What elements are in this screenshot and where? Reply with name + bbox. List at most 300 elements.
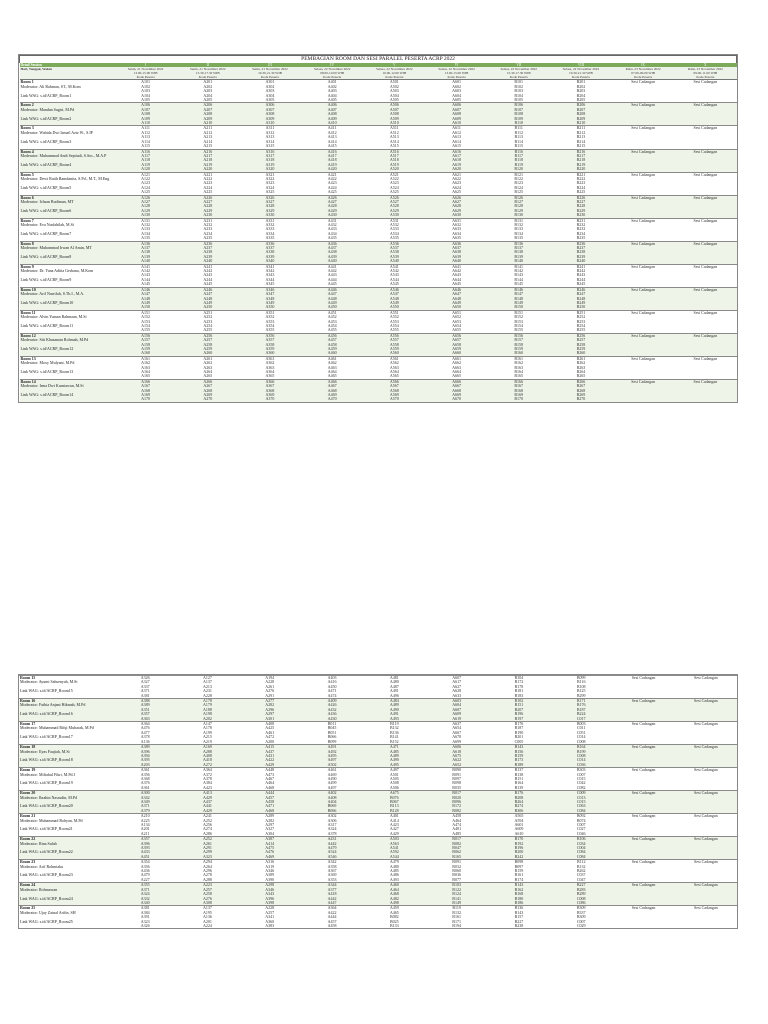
participant-code: A532 bbox=[389, 222, 399, 227]
participant-code: A456 bbox=[327, 333, 337, 338]
room-wag-link[interactable]: Link WAG: s.id/ACRP_Room23 bbox=[20, 872, 73, 878]
participant-code: A409 bbox=[327, 698, 337, 704]
participant-code: A227 bbox=[203, 198, 213, 204]
session-code-label: Kode Peserta bbox=[260, 75, 279, 80]
participant-code: A491 bbox=[389, 688, 399, 694]
participant-code: A501 bbox=[389, 79, 399, 85]
session-codes bbox=[239, 837, 301, 860]
participant-code: A649 bbox=[452, 299, 461, 305]
session-datetime bbox=[115, 67, 177, 80]
room-wag-link[interactable]: Link WAG: s.id/ACRP_Room18 bbox=[20, 757, 73, 763]
room-wag-link[interactable]: Link WAG: s.id/ACRP_Room20 bbox=[20, 803, 73, 809]
participant-code: B237 bbox=[576, 245, 586, 251]
participant-code: A320 bbox=[265, 166, 275, 172]
session-codes bbox=[177, 310, 239, 333]
participant-code: A390 bbox=[265, 876, 275, 882]
participant-code: A342 bbox=[265, 268, 275, 274]
room-name: Room 14 bbox=[20, 379, 36, 384]
session-codes bbox=[363, 814, 425, 837]
participant-code: B098 bbox=[452, 780, 461, 786]
room-row bbox=[20, 103, 737, 126]
participant-code: B199 bbox=[576, 748, 586, 754]
participant-code: A422 bbox=[265, 757, 275, 763]
session-code-label: Kode Peserta bbox=[136, 75, 155, 80]
session-codes bbox=[425, 768, 487, 791]
participant-code: B228 bbox=[576, 203, 586, 209]
participant-code: B234 bbox=[576, 230, 586, 236]
room-wag-link[interactable]: Link WAG: s.id/ACRP_Room22 bbox=[20, 849, 73, 855]
participant-code: B132 bbox=[514, 222, 524, 227]
reserve-session-note: Sesi Cadangan bbox=[693, 310, 718, 315]
participant-code: A155 bbox=[141, 327, 151, 333]
participant-code: A464 bbox=[265, 780, 275, 786]
participant-code: A505 bbox=[389, 97, 399, 103]
participant-code: A497 bbox=[327, 757, 337, 763]
participant-code: A465 bbox=[389, 909, 399, 915]
session-codes bbox=[425, 745, 487, 768]
participant-code: B129 bbox=[514, 207, 524, 213]
participant-code: A226 bbox=[203, 195, 213, 200]
participant-code: A364 bbox=[203, 767, 212, 773]
participant-code: A301 bbox=[265, 715, 275, 721]
participant-code: B231 bbox=[576, 218, 586, 223]
participant-code: A658 bbox=[452, 341, 461, 347]
participant-code: A324 bbox=[265, 184, 275, 190]
session-date: Selasa, 22 November 2022 bbox=[438, 67, 475, 72]
participant-code: A408 bbox=[203, 752, 212, 758]
participant-code: A520 bbox=[389, 166, 399, 172]
participant-code: B145 bbox=[514, 281, 524, 287]
participant-code: A145 bbox=[141, 281, 151, 287]
participant-code: A621 bbox=[452, 172, 461, 177]
participant-code: B263 bbox=[576, 364, 586, 370]
participant-code: C013 bbox=[576, 794, 586, 800]
participant-code: C051 bbox=[576, 729, 586, 735]
participant-code: A510 bbox=[389, 120, 399, 126]
participant-code: A562 bbox=[389, 360, 399, 366]
participant-code: A419 bbox=[327, 161, 337, 167]
participant-code: A637 bbox=[452, 721, 462, 727]
room-wag-link[interactable]: Link WAG: s.id/ACRP_Room17 bbox=[20, 734, 73, 740]
room-name: Room 7 bbox=[20, 218, 34, 223]
session-codes bbox=[363, 333, 425, 356]
session-codes bbox=[177, 287, 239, 310]
session-code-label: Kode Peserta bbox=[198, 75, 217, 80]
participant-code: B230 bbox=[576, 212, 586, 218]
session-codes bbox=[550, 676, 612, 699]
participant-code: A427 bbox=[389, 826, 399, 832]
participant-code: A443 bbox=[327, 272, 337, 278]
participant-code: B103 bbox=[452, 882, 461, 888]
participant-code: A129 bbox=[141, 207, 151, 213]
participant-code: A467 bbox=[327, 383, 337, 389]
participant-code: B194 bbox=[452, 922, 461, 928]
participant-code: A555 bbox=[389, 327, 399, 333]
session-codes bbox=[550, 103, 612, 126]
participant-code: B309 bbox=[576, 905, 586, 911]
room-wag-link[interactable]: Link WAG: s.id/ACRP_Room19 bbox=[20, 780, 73, 786]
participant-code: A424 bbox=[327, 184, 337, 190]
participant-code: A114 bbox=[141, 138, 150, 144]
room-wag-link[interactable]: Link WAG: s.id/ACRP_Room21 bbox=[20, 826, 73, 832]
participant-code: B112 bbox=[514, 129, 523, 135]
participant-code: A112 bbox=[141, 129, 150, 135]
room-moderator: Moderator: Ichsan Budiman, MT bbox=[20, 198, 74, 204]
room-info bbox=[20, 241, 115, 264]
participant-code: A408 bbox=[265, 721, 275, 727]
room-name: Room 13 bbox=[20, 356, 36, 361]
participant-code: A501 bbox=[389, 771, 399, 777]
room-info bbox=[19, 768, 114, 791]
reserve-session-note: Sesi Cadangan bbox=[631, 675, 656, 680]
room-info bbox=[20, 195, 115, 218]
session-codes bbox=[239, 906, 301, 929]
participant-code: A668 bbox=[452, 387, 461, 393]
participant-code: A620 bbox=[452, 166, 461, 172]
participant-code: A405 bbox=[327, 97, 337, 103]
participant-code: C046 bbox=[576, 830, 586, 836]
participant-code: B183 bbox=[514, 692, 524, 698]
participant-code: B062 bbox=[452, 849, 461, 855]
participant-code: B238 bbox=[514, 922, 524, 928]
participant-code: A663 bbox=[452, 364, 461, 370]
session-codes bbox=[114, 814, 176, 837]
participant-code: A124 bbox=[141, 184, 151, 190]
participant-code: A340 bbox=[140, 899, 150, 905]
participant-code: B138 bbox=[514, 771, 524, 777]
participant-code: A372 bbox=[203, 771, 212, 777]
session-codes bbox=[301, 241, 363, 264]
participant-code: A265 bbox=[203, 373, 213, 379]
participant-code: A326 bbox=[265, 195, 275, 200]
participant-code: A495 bbox=[389, 761, 399, 767]
participant-code: A489 bbox=[389, 702, 399, 708]
participant-code: A355 bbox=[265, 327, 275, 333]
participant-code: B189 bbox=[514, 761, 524, 767]
participant-code: A450 bbox=[327, 304, 337, 310]
session-codes bbox=[239, 264, 301, 287]
participant-code: B101 bbox=[514, 79, 524, 85]
room-wag-link[interactable]: Link WAG: s.id/ACRP_Room6 bbox=[20, 207, 72, 213]
session-codes bbox=[363, 676, 425, 699]
session-codes bbox=[239, 333, 301, 356]
participant-code: B266 bbox=[576, 379, 586, 384]
participant-code: A559 bbox=[389, 345, 399, 351]
room-moderator: Moderator: Ayumi Sahsenyah, M.Si bbox=[20, 679, 78, 685]
room-wag-link[interactable]: Link WAG: s.id/ACRP_Room11 bbox=[20, 322, 74, 328]
participant-code: A331 bbox=[265, 218, 275, 223]
participant-code: A242 bbox=[203, 268, 213, 274]
room-wag-link[interactable]: Link WAG: s.id/ACRP_Room16 bbox=[20, 711, 73, 717]
session-codes bbox=[239, 287, 301, 310]
participant-code: A297 bbox=[265, 711, 275, 717]
participant-code: A542 bbox=[389, 268, 399, 274]
session-codes bbox=[115, 333, 177, 356]
participant-code: A258 bbox=[203, 891, 212, 897]
participant-code: A464 bbox=[452, 817, 462, 823]
room-info bbox=[20, 379, 115, 402]
participant-code: A225 bbox=[203, 189, 213, 195]
participant-code: A152 bbox=[141, 314, 151, 320]
participant-code: B066 bbox=[327, 807, 337, 813]
participant-code: A326 bbox=[140, 675, 150, 680]
session-codes bbox=[363, 287, 425, 310]
session-codes bbox=[177, 80, 239, 103]
participant-code: B140 bbox=[514, 258, 524, 264]
participant-code: A333 bbox=[265, 226, 275, 232]
participant-code: B067 bbox=[390, 798, 399, 804]
session-codes bbox=[301, 906, 363, 929]
participant-code: B257 bbox=[576, 337, 586, 343]
room-wag-link[interactable]: Link WAG: s.id/ACRP_Room14 bbox=[20, 392, 74, 398]
participant-code: B132 bbox=[576, 863, 586, 869]
participant-code: A377 bbox=[327, 886, 337, 892]
session-codes bbox=[488, 837, 550, 860]
participant-code: A543 bbox=[389, 272, 399, 278]
participant-code: A317 bbox=[265, 152, 275, 158]
participant-code: B256 bbox=[576, 333, 586, 338]
room-wag-link[interactable]: Link WAG: s.id/ACRP_Room8 bbox=[20, 253, 72, 259]
room-wag-link[interactable]: Link WAG: s.id/ACRP_Room25 bbox=[20, 918, 73, 924]
participant-code: A431 bbox=[327, 218, 337, 223]
participant-code: A447 bbox=[327, 291, 337, 297]
participant-code: A617 bbox=[452, 679, 462, 685]
session-codes bbox=[115, 287, 177, 310]
participant-code: A477 bbox=[140, 729, 150, 735]
participant-code: A415 bbox=[265, 744, 275, 750]
session-codes bbox=[363, 264, 425, 287]
participant-code: A513 bbox=[389, 134, 399, 140]
participant-code: A170 bbox=[141, 396, 151, 402]
room-wag-link[interactable]: Link WAG: s.id/ACRP_Room12 bbox=[20, 345, 74, 351]
participant-code: A667 bbox=[452, 729, 462, 735]
participant-code: B092 bbox=[576, 813, 586, 819]
participant-code: B152 bbox=[514, 314, 524, 320]
session-codes bbox=[488, 149, 550, 172]
room-info bbox=[20, 356, 115, 379]
session-codes bbox=[550, 860, 612, 883]
session-codes bbox=[115, 310, 177, 333]
participant-code: A404 bbox=[327, 798, 337, 804]
session-codes bbox=[363, 883, 425, 906]
participant-code: B207 bbox=[514, 706, 524, 712]
room-wag-link[interactable]: Link WAG: s.id/ACRP_Room3 bbox=[20, 138, 72, 144]
participant-code: A458 bbox=[327, 922, 337, 928]
participant-code: A361 bbox=[140, 784, 150, 790]
schedule-table-continued bbox=[19, 675, 737, 928]
participant-code: A449 bbox=[327, 299, 337, 305]
participant-code: A356 bbox=[140, 771, 150, 777]
participant-code: A108 bbox=[141, 111, 151, 117]
participant-code: A514 bbox=[389, 138, 399, 144]
participant-code: A262 bbox=[203, 360, 213, 366]
room-wag-link[interactable]: Link WAG: s.id/ACRP_Room4 bbox=[20, 161, 72, 167]
participant-code: A606 bbox=[452, 102, 461, 108]
participant-code: A436 bbox=[140, 868, 150, 874]
participant-code: A328 bbox=[265, 203, 275, 209]
participant-code: B176 bbox=[514, 721, 524, 727]
session-datetime bbox=[674, 67, 736, 80]
room-moderator: Moderator: Rohmawan bbox=[20, 886, 58, 892]
participant-code: A549 bbox=[389, 299, 399, 305]
participant-code: A556 bbox=[389, 333, 399, 338]
participant-code: A471 bbox=[265, 803, 275, 809]
session-codes bbox=[363, 126, 425, 149]
participant-code: A416 bbox=[327, 149, 337, 154]
participant-code: A198 bbox=[203, 711, 212, 717]
participant-code: A233 bbox=[203, 226, 213, 232]
participant-code: A351 bbox=[140, 706, 150, 712]
participant-code: B097 bbox=[452, 775, 461, 781]
header-row-date bbox=[20, 67, 737, 80]
session-codes bbox=[301, 837, 363, 860]
room-wag-link[interactable]: Link WAG: s.id/ACRP_Room2 bbox=[20, 115, 72, 121]
participant-code: A413 bbox=[203, 790, 212, 796]
reserve-session-note: Sesi Cadangan bbox=[631, 744, 656, 750]
room-wag-link[interactable]: Link WAG: s.id/ACRP_Room24 bbox=[20, 895, 73, 901]
session-codes bbox=[301, 814, 363, 837]
participant-code: A422 bbox=[327, 909, 337, 915]
participant-code: B130 bbox=[514, 212, 524, 218]
participant-code: B110 bbox=[514, 120, 523, 126]
participant-code: A497 bbox=[327, 784, 337, 790]
session-codes bbox=[239, 126, 301, 149]
room-wag-link[interactable]: Link WAG: s.id/ACRP_Room1 bbox=[20, 92, 72, 98]
session-codes bbox=[550, 149, 612, 172]
session-codes bbox=[239, 172, 301, 195]
participant-code: A546 bbox=[327, 853, 337, 859]
session-datetime bbox=[239, 67, 301, 80]
participant-code: B122 bbox=[452, 886, 461, 892]
participant-code: A444 bbox=[327, 276, 337, 282]
participant-code: B138 bbox=[514, 249, 524, 255]
participant-code: A557 bbox=[389, 337, 399, 343]
room-row bbox=[20, 149, 737, 172]
session-codes bbox=[114, 837, 176, 860]
participant-code: B243 bbox=[576, 272, 586, 278]
participant-code: A518 bbox=[389, 157, 399, 163]
participant-code: B289 bbox=[576, 891, 586, 897]
session-codes bbox=[363, 195, 425, 218]
participant-code: A138 bbox=[141, 249, 151, 255]
participant-code: C084 bbox=[576, 853, 586, 859]
participant-code: A662 bbox=[452, 360, 461, 366]
participant-code: A312 bbox=[265, 129, 275, 135]
participant-code: A539 bbox=[389, 253, 399, 259]
participant-code: A447 bbox=[327, 899, 337, 905]
participant-code: B196 bbox=[514, 845, 524, 851]
participant-code: A534 bbox=[389, 230, 399, 236]
session-code: X bbox=[674, 63, 736, 67]
participant-code: A269 bbox=[203, 392, 213, 398]
participant-code: A434 bbox=[327, 230, 337, 236]
participant-code: B239 bbox=[576, 253, 586, 259]
participant-code: A344 bbox=[327, 882, 337, 888]
participant-code: A332 bbox=[265, 222, 275, 227]
room-name: Room 10 bbox=[20, 287, 36, 292]
participant-code: C014 bbox=[576, 734, 586, 740]
participant-code: A612 bbox=[452, 129, 461, 135]
participant-code: A457 bbox=[327, 918, 337, 924]
room-name: Room 17 bbox=[20, 721, 36, 727]
participant-code: A216 bbox=[203, 149, 213, 154]
participant-code: A146 bbox=[141, 287, 151, 292]
participant-code: A470 bbox=[327, 396, 337, 402]
reserve-session-note: Sesi Cadangan bbox=[631, 287, 655, 292]
participant-code: A256 bbox=[203, 822, 212, 827]
session-codes bbox=[176, 837, 238, 860]
participant-code: B143 bbox=[514, 882, 524, 888]
participant-code: B074 bbox=[576, 817, 586, 823]
participant-code: A512 bbox=[389, 129, 399, 135]
session-codes bbox=[363, 241, 425, 264]
reserve-session-note: Sesi Cadangan bbox=[631, 125, 655, 131]
participant-code: A306 bbox=[265, 102, 275, 108]
session-codes bbox=[301, 745, 363, 768]
participant-code: C042 bbox=[576, 780, 586, 786]
participant-code: B306 bbox=[514, 807, 524, 813]
room-moderator: Moderator: Muhammad Irwan Al Amin, MT bbox=[20, 245, 92, 251]
participant-code: A356 bbox=[265, 333, 275, 338]
participant-code: A167 bbox=[141, 383, 151, 389]
reserve-session-note: Sesi Cadangan bbox=[631, 813, 656, 819]
room-moderator: Moderator: Moxy Mulyani, M.Pd bbox=[20, 360, 75, 366]
reserve-session-note: Sesi Cadangan bbox=[631, 790, 656, 796]
reserve-session-note: Sesi Cadangan bbox=[694, 813, 718, 819]
session-codes bbox=[177, 356, 239, 379]
room-wag-link[interactable]: Link WAG: s.id/ACRP_Room13 bbox=[20, 369, 74, 374]
room-wag-link[interactable]: Link WAG: s.id/ACRP_Room15 bbox=[20, 688, 73, 694]
participant-code: B206 bbox=[576, 102, 586, 108]
participant-code: A524 bbox=[389, 184, 399, 190]
participant-code: A248 bbox=[203, 295, 213, 301]
room-moderator: Moderator: Arif Rohmiaku bbox=[20, 863, 64, 869]
participant-code: A485 bbox=[389, 748, 399, 754]
session-codes bbox=[177, 195, 239, 218]
session-code: II bbox=[177, 63, 239, 67]
participant-code: A601 bbox=[452, 79, 461, 85]
room-wag-link[interactable]: Link WAG: s.id/ACRP_Room5 bbox=[20, 184, 72, 190]
participant-code: A656 bbox=[452, 333, 461, 338]
participant-code: A435 bbox=[327, 235, 337, 241]
participant-code: A264 bbox=[203, 369, 213, 374]
room-wag-link[interactable]: Link WAG: s.id/ACRP_Room7 bbox=[20, 230, 72, 236]
participant-code: A359 bbox=[265, 345, 275, 351]
participant-code: A383 bbox=[265, 922, 275, 928]
participant-code: A454 bbox=[327, 322, 337, 328]
participant-code: A345 bbox=[265, 281, 275, 287]
room-wag-link[interactable]: Link WAG: s.id/ACRP_Room10 bbox=[20, 299, 74, 305]
participant-code: A567 bbox=[389, 383, 399, 389]
participant-code: B246 bbox=[576, 287, 586, 292]
reserve-session-note: Sesi Cadangan bbox=[631, 356, 655, 361]
participant-code: A378 bbox=[203, 775, 212, 781]
session-codes bbox=[488, 860, 550, 883]
participant-code: B116 bbox=[576, 679, 586, 685]
participant-code: A358 bbox=[327, 863, 337, 869]
room-wag-link[interactable]: Link WAG: s.id/ACRP_Room9 bbox=[20, 276, 72, 282]
participant-code: A523 bbox=[389, 180, 399, 186]
participant-code: B132 bbox=[452, 909, 461, 915]
participant-code: B136 bbox=[390, 729, 399, 735]
participant-code: A550 bbox=[389, 304, 399, 310]
participant-code: B060 bbox=[452, 868, 461, 874]
participant-code: A219 bbox=[203, 738, 212, 744]
participant-code: A394 bbox=[140, 752, 150, 758]
participant-code: A415 bbox=[327, 143, 337, 149]
participant-code: A460 bbox=[389, 882, 399, 888]
participant-code: A601 bbox=[514, 822, 524, 827]
